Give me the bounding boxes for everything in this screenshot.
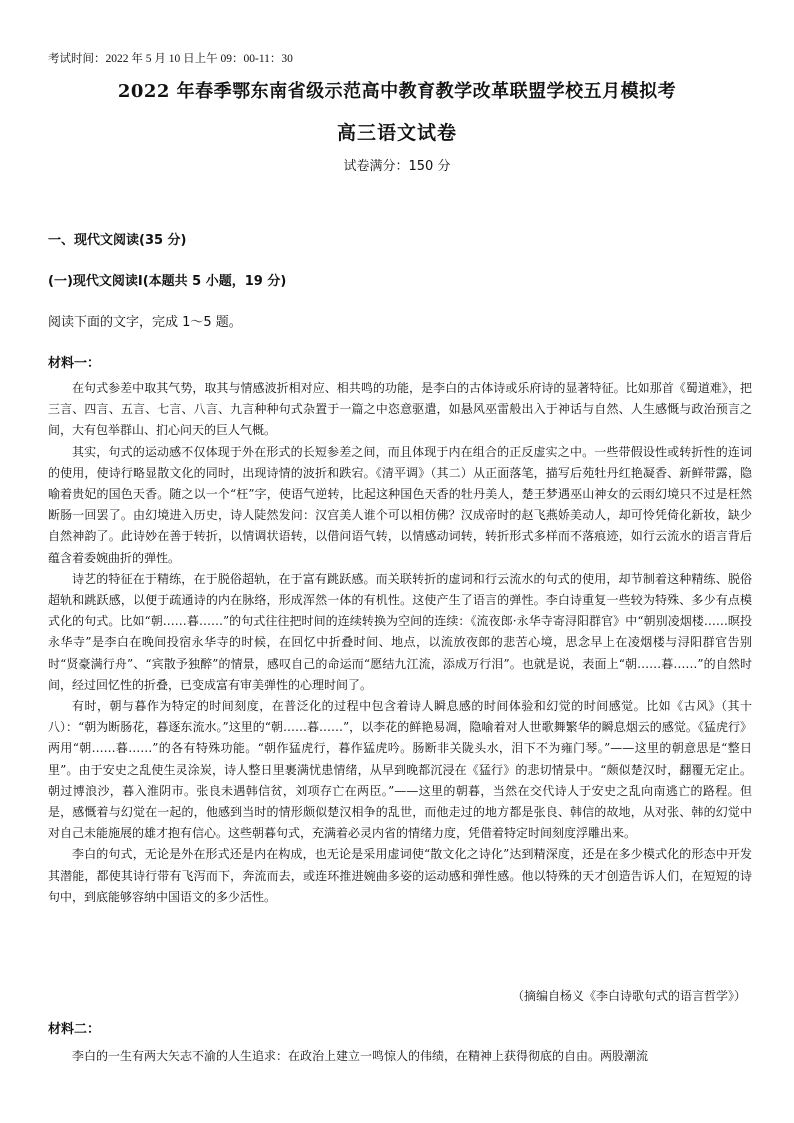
- material1-paragraph: 其实，句式的运动感不仅体现于外在形式的长短参差之间，而且体现于内在组合的正反虚实之中。一些带假设性或转折性的连词的使用，使诗行略显散文化的同时，出现诗情的波折和跌宕。《清平调》（其二）从正面落笔，描写后苑牡丹红艳凝香、新鲜带露，隐喻着贵妃的国色天香。随之以一个“枉”字，使语气逆转，比起这种国色天香的牡丹美人，楚王梦遇巫山神女的云雨幻境只不过是枉然断肠一回罢了。由幻境进入历史，诗人陡然发问：汉宫美人谁个可以相仿佛？汉成帝时的赵飞燕娇美动人，却可怜凭倚化新妆，缺少自然神韵了。此诗妙在善于转折，以情调状语转，以借问语气转，以情感动词转，转折形式多样而不落痕迹，如行云流水的语言背后蕴含着委婉曲折的弹性。: [48, 444, 752, 565]
- section-subheading: (一)现代文阅读Ⅰ(本题共 5 小题，19 分): [48, 274, 287, 289]
- exam-time: 考试时间：2022 年 5 月 10 日上午 09：00-11：30: [48, 53, 293, 65]
- material1-paragraph: 有时，朝与暮作为特定的时间刻度，在普泛化的过程中包含着诗人瞬息感的时间体验和幻觉的时间感觉。比如《古风》（其十八）：“朝为断肠花，暮逐东流水。”这里的“朝……暮……”，以李花的鲜艳易凋，隐喻着对人世歌舞繁华的瞬息烟云的感觉。《猛虎行》两用“朝……暮……”的各有特殊功能。“朝作猛虎行，暮作猛虎吟。肠断非关陇头水，泪下不为雍门琴。”——这里的朝意思是“整日里”。由于安史之乱使生灵涂炭，诗人整日里裹满忧患情绪，从早到晚都沉浸在《猛行》的悲切情景中。“颇似楚汉时，翻覆无定止。朝过博浪沙，暮入淮阴市。张良未遇韩信贫，刘项存亡在两臣。”——这里的朝暮，当然在交代诗人于安史之乱向南逃亡的路程。但是，感慨着与幻觉在一起的，他感到当时的情形颇似楚汉相争的乱世，而他走过的地方都是张良、韩信的故地，从对张、韩的幻觉中对自己未能施展的雄才抱有信心。这些朝暮句式，充满着必灵内省的情绪力度，凭借着特定时间刻度浮雕出来。: [48, 699, 752, 841]
- material2-first-line: 李白的一生有两大矢志不渝的人生追求：在政治上建立一鸣惊人的伟绩，在精神上获得彻底的自由。两股潮流: [72, 1049, 649, 1063]
- reading-instruction: 阅读下面的文字，完成 1～5 题。: [48, 315, 242, 330]
- exam-title: 2022 年春季鄂东南省级示范高中教育教学改革联盟学校五月模拟考: [117, 81, 677, 102]
- section-heading-part1: 一、现代文阅读(35 分): [48, 233, 187, 248]
- material1-paragraph: 李白的句式，无论是外在形式还是内在构成，也无论是采用虚词使“散文化之诗化”达到精深度，还是在多少模式化的形态中开发其潜能，都使其诗行带有飞泻而下，奔流而去，或连环推进婉曲多姿的运动感和弹性感。他以特殊的天才创造告诉人们，在短短的诗句中，到底能够容纳中国语文的多少活性。: [48, 847, 752, 904]
- paper-title: 高三语文试卷: [336, 122, 457, 144]
- material1-paragraph: 诗艺的特征在于精练，在于脱俗超轨，在于富有跳跃感。而关联转折的虚词和行云流水的句式的使用，却节制着这种精练、脱俗超轨和跳跃感，以便于疏通诗的内在脉络，形成浑然一体的有机性。这使产生了语言的弹性。李白诗重复一些较为特殊、多少有点模式化的句式。比如“朝……暮……”的句式往往把时间的连续转换为空间的连续：《流夜郎·永华寺寄浔阳群官》中“朝别凌烟楼……暝投永华寺”是李白在晚间投宿永华寺的时候，在回忆中折叠时间、地点，以流放夜郎的悲苦心境，思念早上在凌烟楼与浔阳群官告别时“贤豪满行舟”、“宾散予独醉”的情景，感叹自己的命运而“愿结九江流，添成万行泪”。也就是说，表面上“朝……暮……”的自然时间，经过回忆性的折叠，已变成富有审美弹性的心理时间了。: [48, 571, 752, 692]
- material2-label: 材料二：: [48, 1022, 101, 1037]
- material1-source: （摘编自杨义《李白诗歌句式的语言哲学》）: [511, 989, 746, 1003]
- full-score: 试卷满分：150 分: [343, 159, 451, 174]
- material1-label: 材料一：: [48, 356, 101, 371]
- material1-paragraph: 在句式参差中取其气势，取其与情感波折相对应、相共鸣的功能，是李白的古体诗或乐府诗的显著特征。比如那首《蜀道难》，把三言、四言、五言、七言、八言、九言种种句式杂置于一篇之中恣意驱遣，如悬风巫雷般出入于神话与自然、人生感慨与政治预言之间，大有包举群山、扪心问天的巨人气概。: [48, 381, 752, 438]
- material1-body: [48, 378, 752, 908]
